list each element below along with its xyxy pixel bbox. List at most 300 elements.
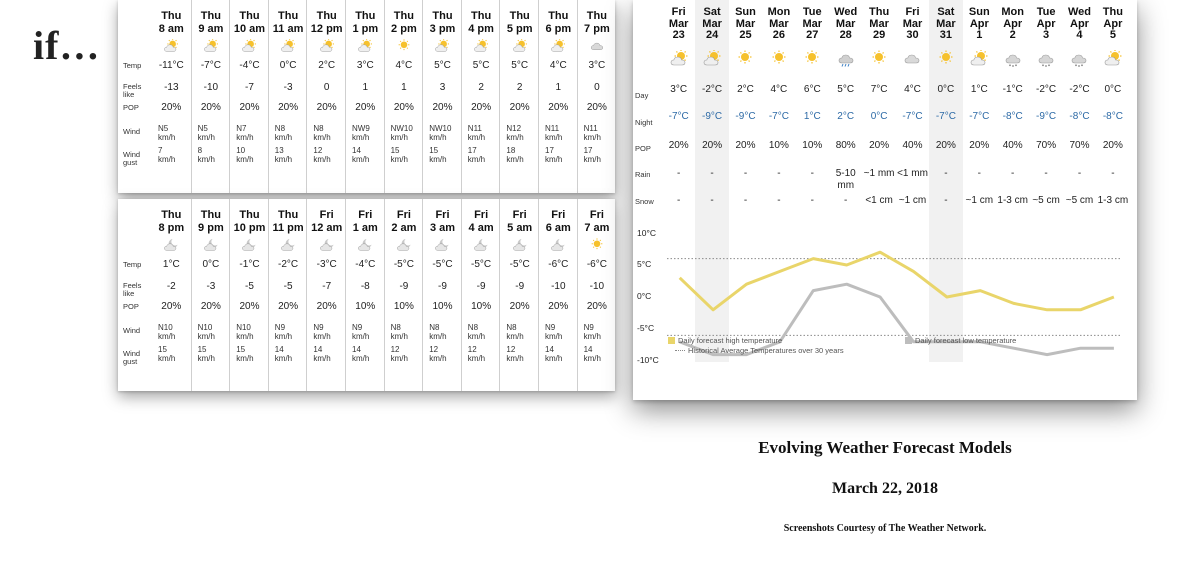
hour-day: Fri [358, 209, 373, 221]
hour-gust [506, 146, 523, 164]
hour-gust-value: 7 [158, 146, 163, 155]
hour-gust-value: 12 [313, 146, 323, 155]
hour-gust-unit: km/h [197, 155, 215, 164]
sun-cloud-icon [202, 39, 220, 53]
hour-wind [391, 323, 408, 341]
moon-cloud-icon [395, 238, 413, 252]
day-high: -2°C [702, 84, 723, 95]
hour-gust-unit: km/h [197, 354, 215, 363]
hour-gust-value: 14 [313, 345, 323, 354]
hour-day: Thu [509, 10, 530, 22]
legend-high-text: Daily forecast high temperature [678, 336, 783, 345]
day-month: Mar [902, 17, 923, 30]
hour-pop: 20% [239, 301, 260, 312]
day-snow: - [844, 195, 848, 206]
hour-pop: 10% [355, 301, 376, 312]
hour-gust-unit: km/h [506, 354, 524, 363]
night-low: -7°C [902, 111, 923, 122]
day-pop: 10% [768, 140, 789, 151]
day-date: 3 [1043, 29, 1050, 41]
hour-wind [275, 124, 292, 142]
day-high: 5°C [837, 84, 855, 95]
hour-wind-value: N8 [506, 323, 517, 332]
hour-temp: -4°C [355, 259, 376, 270]
day-date: 30 [906, 29, 919, 41]
hour-wind [506, 124, 523, 142]
hour-wind-unit: km/h [352, 133, 370, 142]
hour-temp: 3°C [588, 60, 606, 71]
hour-gust [391, 146, 408, 164]
hour-gust-value: 13 [274, 146, 284, 155]
day-date: 23 [672, 29, 685, 41]
night-low: 1°C [803, 111, 821, 122]
hour-gust [468, 345, 485, 363]
hour-pop: 20% [200, 102, 221, 113]
hourly-column [422, 0, 462, 193]
hour-wind [545, 124, 562, 142]
hour-gust-unit: km/h [236, 155, 254, 164]
hourly-column [384, 199, 424, 391]
hour-time: 2 pm [391, 23, 417, 35]
day-date: 25 [739, 29, 752, 41]
sun-cloud-icon [279, 39, 297, 53]
hourly-column [268, 0, 308, 193]
hour-gust [429, 345, 446, 363]
hourly-column [268, 199, 308, 391]
legend-low-text: Daily forecast low temperature [915, 336, 1017, 345]
hour-wind-value: N9 [352, 323, 363, 332]
hour-temp: -5°C [471, 259, 492, 270]
day-month: Mar [735, 17, 756, 30]
row-label-wind: Wind [123, 326, 141, 335]
hour-gust [313, 345, 330, 363]
hour-gust-unit: km/h [467, 155, 486, 164]
hour-gust-value: 15 [236, 345, 246, 354]
day-snow: - [810, 195, 814, 206]
hour-wind-unit: km/h [313, 332, 331, 341]
hour-gust-value: 10 [236, 146, 246, 155]
hour-wind [313, 124, 330, 142]
day-date: 1 [976, 29, 983, 41]
sun-cloud-icon [433, 39, 451, 53]
hour-feels-like: 3 [439, 82, 446, 93]
hour-temp: -5°C [432, 259, 453, 270]
day-rain: - [710, 168, 714, 179]
hour-day: Fri [512, 209, 527, 221]
hour-pop: 10% [432, 301, 453, 312]
day-month: Apr [1070, 17, 1089, 30]
hour-gust [352, 146, 369, 164]
hour-day: Thu [355, 10, 376, 22]
hour-temp: -7°C [200, 60, 221, 71]
hour-gust-value: 17 [583, 146, 593, 155]
day-of-week: Thu [1102, 6, 1123, 18]
hour-temp: 0°C [279, 60, 297, 71]
hour-wind-unit: km/h [506, 332, 524, 341]
day-month: Mar [835, 17, 856, 30]
sun-cloud-icon [472, 39, 490, 53]
hour-wind [352, 124, 370, 142]
legend-low [905, 336, 1016, 345]
day-month: Mar [869, 17, 889, 30]
night-low: -8°C [1102, 111, 1123, 122]
hour-wind-value: N9 [274, 323, 286, 332]
day-of-week: Wed [834, 6, 858, 18]
hour-wind-value: N9 [545, 323, 556, 332]
hour-wind [468, 124, 485, 142]
hour-wind-unit: km/h [197, 133, 215, 142]
hour-day: Thu [200, 10, 221, 22]
night-low: -9°C [702, 111, 723, 122]
hour-wind-unit: km/h [236, 332, 254, 341]
hour-day: Thu [239, 10, 260, 22]
hour-feels-like: -8 [360, 281, 370, 292]
day-snow: ~5 cm [1065, 195, 1094, 206]
hour-day: Thu [316, 10, 337, 22]
night-low: -7°C [935, 111, 956, 122]
hour-pop: 20% [239, 102, 260, 113]
hour-wind-value: N8 [429, 323, 440, 332]
hour-wind-unit: km/h [583, 133, 601, 142]
day-month: Mar [702, 17, 722, 30]
moon-cloud-icon [549, 238, 567, 252]
page-heading: if… [33, 23, 101, 68]
hourly-column [345, 0, 385, 193]
day-rain: - [743, 168, 748, 179]
hour-wind [545, 323, 562, 341]
day-rain: - [1011, 168, 1015, 179]
row-label-snow: Snow [635, 197, 654, 206]
sun-icon [588, 238, 606, 252]
hour-temp: -1°C [239, 259, 260, 270]
day-of-week: Thu [869, 6, 890, 18]
hour-wind-unit: km/h [545, 133, 563, 142]
hour-gust-unit: km/h [583, 155, 601, 164]
hour-temp: -5°C [393, 259, 414, 270]
day-high: 0°C [937, 84, 955, 95]
legend-historical-text: Historical Average Temperatures over 30 years [688, 346, 844, 355]
night-low: -9°C [1036, 111, 1057, 122]
sun-cloud-icon [549, 39, 567, 53]
hour-day: Fri [319, 209, 334, 221]
hour-wind [198, 323, 215, 341]
hour-gust-value: 14 [352, 146, 361, 155]
hour-gust-unit: km/h [313, 155, 331, 164]
day-pop: 20% [668, 140, 689, 151]
day-date: 26 [772, 29, 785, 41]
hour-day: Thu [161, 10, 182, 22]
day-rain: ~1 mm [863, 168, 895, 179]
hour-day: Fri [589, 209, 604, 221]
hour-time: 10 am [233, 23, 266, 35]
day-snow: <1 cm [865, 195, 893, 206]
hour-pop: 20% [278, 301, 299, 312]
hour-pop: 20% [509, 301, 530, 312]
row-label-rain: Rain [635, 170, 651, 179]
hour-gust-value: 15 [197, 345, 207, 354]
hour-time: 9 am [198, 23, 224, 35]
day-month: Apr [1103, 17, 1123, 30]
hour-wind-unit: km/h [429, 332, 447, 341]
hour-day: Thu [239, 209, 260, 221]
hour-gust-unit: km/h [390, 354, 408, 363]
hour-wind-value: N7 [236, 124, 247, 133]
hour-gust-unit: km/h [274, 354, 293, 363]
hour-wind [506, 323, 523, 341]
day-snow: ~5 cm [1032, 195, 1060, 206]
caption-date: March 22, 2018 [832, 480, 938, 497]
hour-temp: 0°C [202, 259, 220, 270]
moon-cloud-icon [240, 238, 258, 252]
y-tick-label: -5°C [637, 323, 655, 333]
hour-wind-unit: km/h [429, 133, 447, 142]
day-month: Mar [668, 17, 689, 30]
day-of-week: Fri [671, 6, 686, 18]
sun-cloud-icon [356, 39, 374, 53]
hour-time: 4 am [468, 222, 494, 234]
hourly-column [306, 199, 346, 391]
hour-feels-like: -5 [283, 281, 293, 292]
hour-gust-unit: km/h [545, 354, 563, 363]
hour-gust [275, 146, 292, 164]
hour-pop: 20% [161, 301, 182, 312]
hour-wind-unit: km/h [158, 133, 176, 142]
hourly-column [191, 0, 231, 193]
hour-gust-value: 12 [467, 345, 477, 354]
day-of-week: Sat [703, 6, 721, 18]
hour-wind-unit: km/h [467, 133, 486, 142]
moon-cloud-icon [433, 238, 451, 252]
hour-day: Thu [393, 10, 414, 22]
hour-wind-unit: km/h [583, 332, 601, 341]
sun-cloud-icon [162, 39, 180, 53]
day-snow: - [743, 195, 748, 206]
hourly-column [152, 199, 191, 391]
hour-gust [275, 345, 292, 363]
hour-gust-unit: km/h [467, 354, 486, 363]
hour-pop: 20% [316, 301, 337, 312]
hour-gust-value: 14 [545, 345, 554, 354]
day-of-week: Wed [1067, 6, 1091, 18]
day-date: 27 [806, 29, 819, 41]
hour-pop: 10% [393, 301, 414, 312]
hour-pop: 20% [471, 102, 492, 113]
caption-title: Evolving Weather Forecast Models [758, 438, 1012, 457]
y-tick-label: 0°C [637, 291, 652, 301]
y-tick-label: -10°C [637, 355, 659, 365]
legend-high-swatch [668, 337, 675, 344]
hour-wind [429, 323, 446, 341]
day-rain: - [810, 168, 814, 179]
hour-day: Thu [200, 209, 221, 221]
hour-day: Thu [471, 10, 492, 22]
day-snow: - [944, 195, 948, 206]
hourly-column [577, 199, 617, 391]
day-date: 28 [839, 29, 852, 41]
day-snow: - [710, 195, 714, 206]
hour-pop: 20% [355, 102, 376, 113]
day-pop: 40% [902, 140, 923, 151]
hour-temp: 3°C [356, 60, 374, 71]
hour-wind-value: N8 [274, 124, 286, 133]
hourly-forecast-card-1 [118, 0, 615, 193]
day-pop: 20% [1102, 140, 1123, 151]
hour-feels-like: -7 [322, 281, 332, 292]
hour-wind-unit: km/h [390, 332, 408, 341]
hour-feels-like: -2 [166, 281, 176, 292]
hour-time: 6 am [545, 222, 571, 234]
hour-pop: 10% [471, 301, 492, 312]
hour-pop: 20% [316, 102, 337, 113]
hour-wind [158, 124, 175, 142]
hour-wind-value: NW10 [390, 124, 413, 133]
hour-temp: 1°C [162, 259, 180, 270]
day-of-week: Tue [1036, 6, 1056, 18]
hour-wind-unit: km/h [236, 133, 254, 142]
hour-wind-value: N9 [583, 323, 594, 332]
hour-temp: -3°C [316, 259, 337, 270]
night-low: -8°C [1002, 111, 1023, 122]
day-pop: 20% [869, 140, 890, 151]
day-pop: 20% [935, 140, 956, 151]
moon-cloud-icon [279, 238, 297, 252]
legend-historical [675, 346, 844, 355]
hour-gust-unit: km/h [274, 155, 293, 164]
hour-temp: -2°C [278, 259, 299, 270]
day-date: 29 [872, 29, 886, 41]
hour-wind [236, 323, 253, 341]
hour-gust [584, 146, 601, 164]
legend-historical-swatch [675, 350, 685, 351]
hourly-column [461, 0, 501, 193]
night-low: -7°C [768, 111, 789, 122]
hour-pop: 20% [509, 102, 530, 113]
hour-time: 1 pm [352, 23, 379, 35]
sun-cloud-icon [318, 39, 336, 53]
hour-temp: -4°C [239, 60, 260, 71]
hour-gust-value: 12 [429, 345, 439, 354]
day-rain: - [944, 168, 948, 179]
hour-gust-unit: km/h [313, 354, 331, 363]
hour-day: Thu [278, 209, 299, 221]
hour-feels-like: -7 [245, 82, 254, 93]
hour-gust-value: 14 [274, 345, 284, 354]
hour-wind-unit: km/h [506, 133, 524, 142]
moon-cloud-icon [318, 238, 336, 252]
hour-temp: 2°C [318, 60, 336, 71]
hour-feels-like: 2 [516, 82, 523, 93]
hour-wind-value: N9 [313, 323, 324, 332]
day-month: Mar [769, 17, 789, 30]
moon-cloud-icon [162, 238, 180, 252]
hour-gust-value: 12 [390, 345, 400, 354]
day-high: 4°C [904, 84, 921, 95]
hour-temp: -6°C [586, 259, 607, 270]
hour-feels-like: -9 [438, 281, 447, 292]
hour-feels-like: 2 [478, 82, 484, 93]
day-snow: - [677, 195, 681, 206]
caption-credit: Screenshots Courtesy of The Weather Network. [783, 523, 987, 534]
row-label-pop: POP [123, 302, 139, 311]
row-label-wind: Wind [123, 127, 141, 136]
hour-pop: 20% [548, 301, 569, 312]
hour-time: 10 pm [233, 222, 266, 234]
hour-time: 5 pm [506, 23, 533, 35]
hour-time: 3 pm [429, 23, 456, 35]
day-date: 5 [1109, 29, 1116, 41]
hour-temp: -11°C [158, 60, 184, 71]
sun-icon [395, 39, 413, 53]
hour-wind-value: N10 [158, 323, 173, 332]
night-low: 0°C [870, 111, 888, 122]
hour-gust [468, 146, 485, 164]
day-date: 24 [705, 29, 719, 41]
hour-wind-unit: km/h [390, 133, 408, 142]
row-label-pop: POP [123, 103, 139, 112]
legend-high [668, 336, 782, 345]
hour-time: 5 am [507, 222, 533, 234]
hour-wind-value: N10 [236, 323, 251, 332]
hour-wind-value: N8 [467, 323, 479, 332]
hour-feels-like: 1 [555, 82, 562, 93]
hour-gust-value: 14 [352, 345, 361, 354]
hour-feels-like: 1 [401, 82, 407, 93]
hour-time: 9 pm [198, 222, 224, 234]
hour-pop: 20% [432, 102, 453, 113]
hourly-column [345, 199, 385, 391]
hour-time: 8 am [158, 23, 184, 35]
day-date: 31 [939, 29, 952, 41]
hourly-column [229, 0, 269, 193]
day-pop: 70% [1036, 140, 1057, 151]
hourly-column [499, 0, 539, 193]
hour-day: Thu [432, 10, 453, 22]
hour-gust-unit: km/h [429, 155, 447, 164]
hour-day: Fri [396, 209, 411, 221]
hour-gust-unit: km/h [352, 354, 370, 363]
hour-gust-value: 18 [506, 146, 516, 155]
hour-wind [158, 323, 175, 341]
day-rain: - [1111, 168, 1115, 179]
day-high: -1°C [1002, 84, 1023, 95]
hour-gust [158, 345, 175, 363]
hour-day: Fri [435, 209, 450, 221]
hourly-column [577, 0, 617, 193]
row-label-day: Day [635, 91, 649, 100]
day-high: 7°C [870, 84, 888, 95]
day-of-week: Fri [905, 6, 920, 18]
hour-gust [391, 345, 408, 363]
hour-gust-value: 8 [197, 146, 203, 155]
day-month: Mar [936, 17, 956, 30]
hour-temp: 5°C [511, 60, 529, 71]
day-pop: 80% [835, 140, 856, 151]
hour-wind-unit: km/h [467, 332, 486, 341]
day-snow: 1-3 cm [1097, 195, 1129, 206]
hour-wind-value: NW9 [352, 124, 370, 133]
day-of-week: Sun [735, 6, 756, 18]
hour-feels-like: -10 [203, 82, 219, 93]
hour-gust-value: 14 [583, 345, 593, 354]
row-label-gust: Wind gust [123, 150, 141, 167]
night-low: -7°C [969, 111, 990, 122]
hour-temp: 5°C [472, 60, 490, 71]
day-pop: 40% [1002, 140, 1023, 151]
hour-gust-value: 15 [429, 146, 439, 155]
hour-wind-value: N11 [583, 124, 598, 133]
day-high: 0°C [1104, 84, 1122, 95]
hour-wind-unit: km/h [197, 332, 215, 341]
